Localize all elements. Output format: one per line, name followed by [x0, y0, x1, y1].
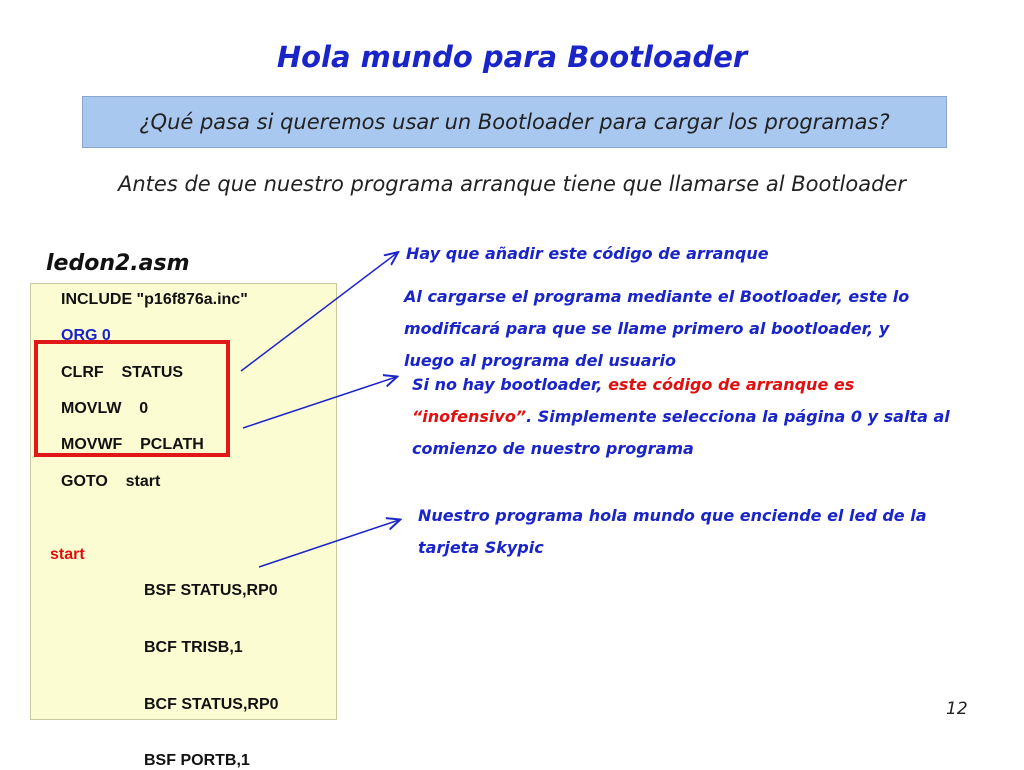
note-bootloader-line: Al cargarse el programa mediante el Bootloader, este lo — [404, 287, 910, 306]
note-program-line: tarjeta Skypic — [418, 538, 544, 557]
note-program-line: Nuestro programa hola mundo que enciende el led de la — [418, 506, 927, 525]
code-line-bsf-status: BSF STATUS,RP0 — [144, 582, 278, 599]
note-no-bootloader-text: Si no hay bootloader, — [412, 375, 609, 394]
code-line-bcf-trisb: BCF TRISB,1 — [144, 639, 243, 656]
code-line-goto: GOTO start — [61, 473, 161, 490]
code-line-include: INCLUDE "p16f876a.inc" — [61, 291, 248, 308]
code-label-start: start — [50, 546, 85, 563]
code-line-movwf: MOVWF PCLATH — [61, 436, 204, 453]
note-no-bootloader-text: comienzo de nuestro programa — [412, 439, 694, 458]
arrow-to-program — [259, 520, 399, 567]
note-no-bootloader-highlight: este código de arranque es — [608, 375, 855, 394]
arrow-to-no-bootloader — [243, 377, 396, 428]
note-no-bootloader-text: . Simplemente selecciona la página 0 y salta al — [526, 407, 950, 426]
subtitle: Antes de que nuestro programa arranque tiene que llamarse al Bootloader — [118, 172, 906, 196]
page-number: 12 — [946, 699, 968, 719]
code-line-movlw: MOVLW 0 — [61, 400, 149, 417]
note-inofensivo: “inofensivo” — [412, 407, 527, 426]
note-bootloader-line: luego al programa del usuario — [404, 351, 676, 370]
note-add-code: Hay que añadir este código de arranque — [406, 244, 769, 263]
page-title: Hola mundo para Bootloader — [276, 40, 748, 74]
file-name: ledon2.asm — [46, 251, 190, 276]
arrow-to-add-code — [241, 253, 397, 371]
code-line-bsf-portb: BSF PORTB,1 — [144, 752, 250, 769]
note-bootloader-line: modificará para que se llame primero al bootloader, y — [404, 319, 890, 338]
code-line-bcf-status: BCF STATUS,RP0 — [144, 696, 279, 713]
code-line-clrf: CLRF STATUS — [61, 364, 184, 381]
code-line-org: ORG 0 — [61, 327, 111, 344]
question-text: ¿Qué pasa si queremos usar un Bootloader para cargar los programas? — [139, 110, 890, 134]
